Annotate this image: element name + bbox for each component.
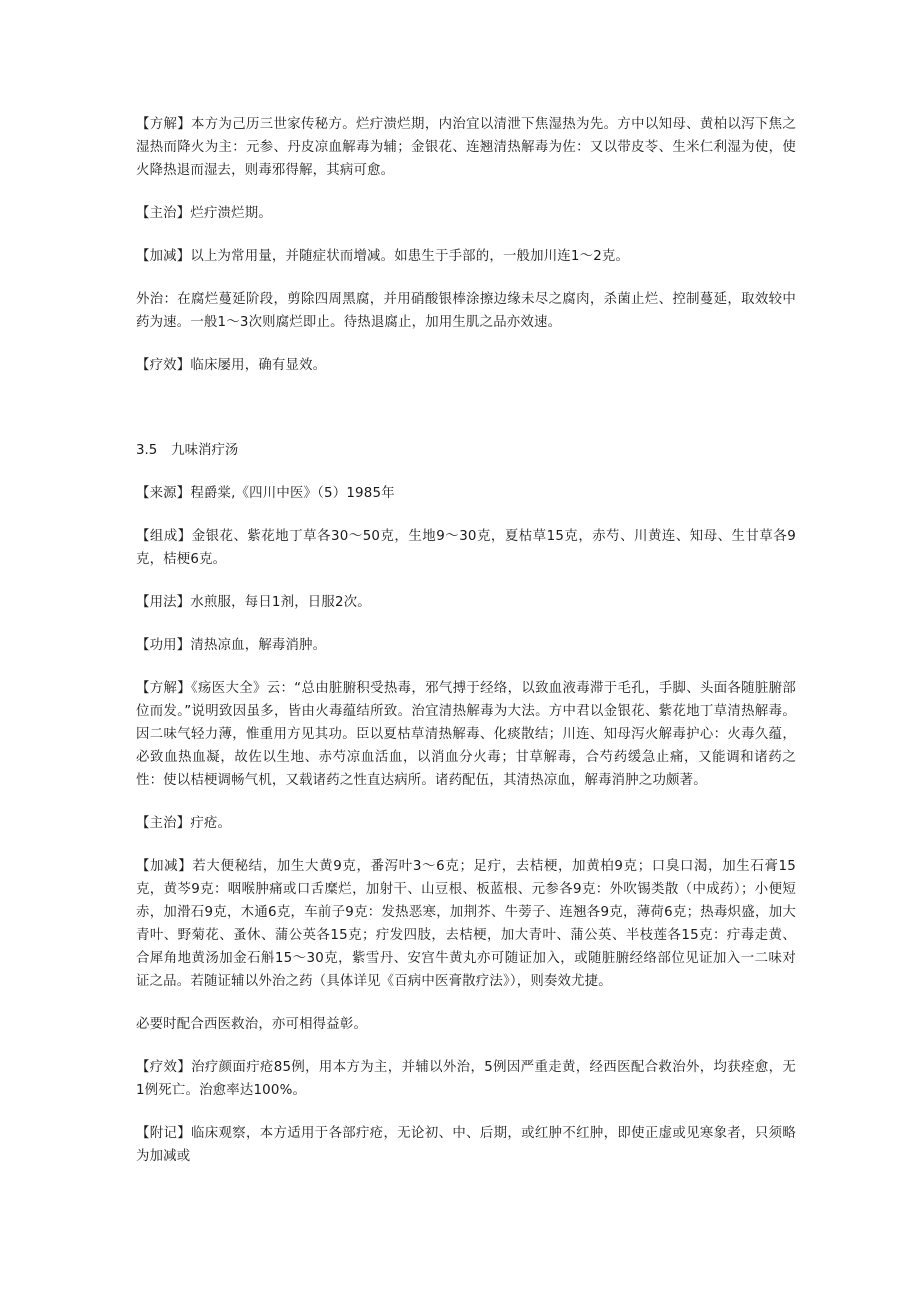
paragraph-liaoxiao-2: 【疗效】治疗颜面疔疮85例，用本方为主，并辅以外治，5例因严重走黄，经西医配合救治外，均获痊愈，无1例死亡。治愈率达100%。 [136,1060,796,1098]
paragraph-yongfa: 【用法】水煎服，每日1剂，日服2次。 [136,595,371,610]
section-title: 九味消疔汤 [171,443,239,458]
section-number: 3.5 [136,443,158,458]
paragraph-fangjie-1: 【方解】本方为己历三世家传秘方。烂疔溃烂期，内治宜以清泄下焦湿热为先。方中以知母、黄柏以泻下焦之湿热而降火为主：元参、丹皮凉血解毒为辅；金银花、连翘清热解毒为佐：又以带皮苓、生米仁利湿为使，使火降热退而湿去，则毒邪得解，其病可愈。 [136,117,796,178]
paragraph-jiajian-2: 【加减】若大便秘结，加生大黄9克，番泻叶3～6克；足疔，去桔梗，加黄柏9克；口臭口渴，加生石膏15克，黄芩9克：咽喉肿痛或口舌糜烂，加射干、山豆根、板蓝根、元参各9克：外吹锡类散（中成药）；小便短赤，加滑石9克，木通6克，车前子9克：发热恶寒，加荆芥、牛蒡子、连翘各9克，薄荷6克；热毒炽盛，加大青叶、野菊花、蚤休、蒲公英各15克；疔发四肢，去桔梗，加大青叶、蒲公英、半枝莲各15克：疔毒走黄、合犀角地黄汤加金石斛15～30克，紫雪丹、安宫牛黄丸亦可随证加入，或随脏腑经络部位见证加入一二味对证之品。若随证辅以外治之药（具体详见《百病中医膏散疗法》），则奏效尤捷。 [136,859,796,989]
paragraph-waizhi: 外治：在腐烂蔓延阶段，剪除四周黑腐，并用硝酸银棒涂擦边缘未尽之腐肉，杀菌止烂、控制蔓延，取效较中药为速。一般1～3次则腐烂即止。待热退腐止，加用生肌之品亦效速。 [136,292,796,330]
document-page [136,113,796,1188]
paragraph-gongyong: 【功用】清热凉血，解毒消肿。 [136,638,327,653]
paragraph-fuji: 【附记】临床观察，本方适用于各部疔疮，无论初、中、后期，或红肿不红肿，即使正虚或见寒象者，只须略为加减或 [136,1126,796,1164]
paragraph-zucheng: 【组成】金银花、紫花地丁草各30～50克，生地9～30克，夏枯草15克，赤芍、川黄连、知母、生甘草各9克，桔梗6克。 [136,529,796,567]
paragraph-fangjie-2: 【方解】《疡医大全》云：“总由脏腑积受热毒，邪气搏于经络，以致血液毒滞于毛孔，手脚、头面各随脏腑部位而发。”说明致因虽多，皆由火毒蕴结所致。治宜清热解毒为大法。方中君以金银花、紫花地丁草清热解毒。因二味气轻力薄，惟重用方见其功。臣以夏枯草清热解毒、化痰散结；川连、知母泻火解毒护心：火毒久蕴，必致血热血凝，故佐以生地、赤芍凉血活血，以消血分火毒；甘草解毒，合芍药缓急止痛，又能调和诸药之性：使以桔梗调畅气机，又载诸药之性直达病所。诸药配伍，其清热凉血，解毒消肿之功颇著。 [136,681,796,788]
paragraph-jiajian-1: 【加减】以上为常用量，并随症状而增减。如患生于手部的，一般加川连1～2克。 [136,249,630,264]
paragraph-zhuzhi-1: 【主治】烂疔溃烂期。 [136,206,272,221]
paragraph-biyao: 必要时配合西医救治，亦可相得益彰。 [136,1017,368,1032]
paragraph-liaoxiao-1: 【疗效】临床屡用，确有显效。 [136,358,327,373]
paragraph-zhuzhi-2: 【主治】疔疮。 [136,816,232,831]
paragraph-laiyuan: 【来源】程爵棠,《四川中医》（5）1985年 [136,486,395,501]
section-heading [136,439,796,462]
